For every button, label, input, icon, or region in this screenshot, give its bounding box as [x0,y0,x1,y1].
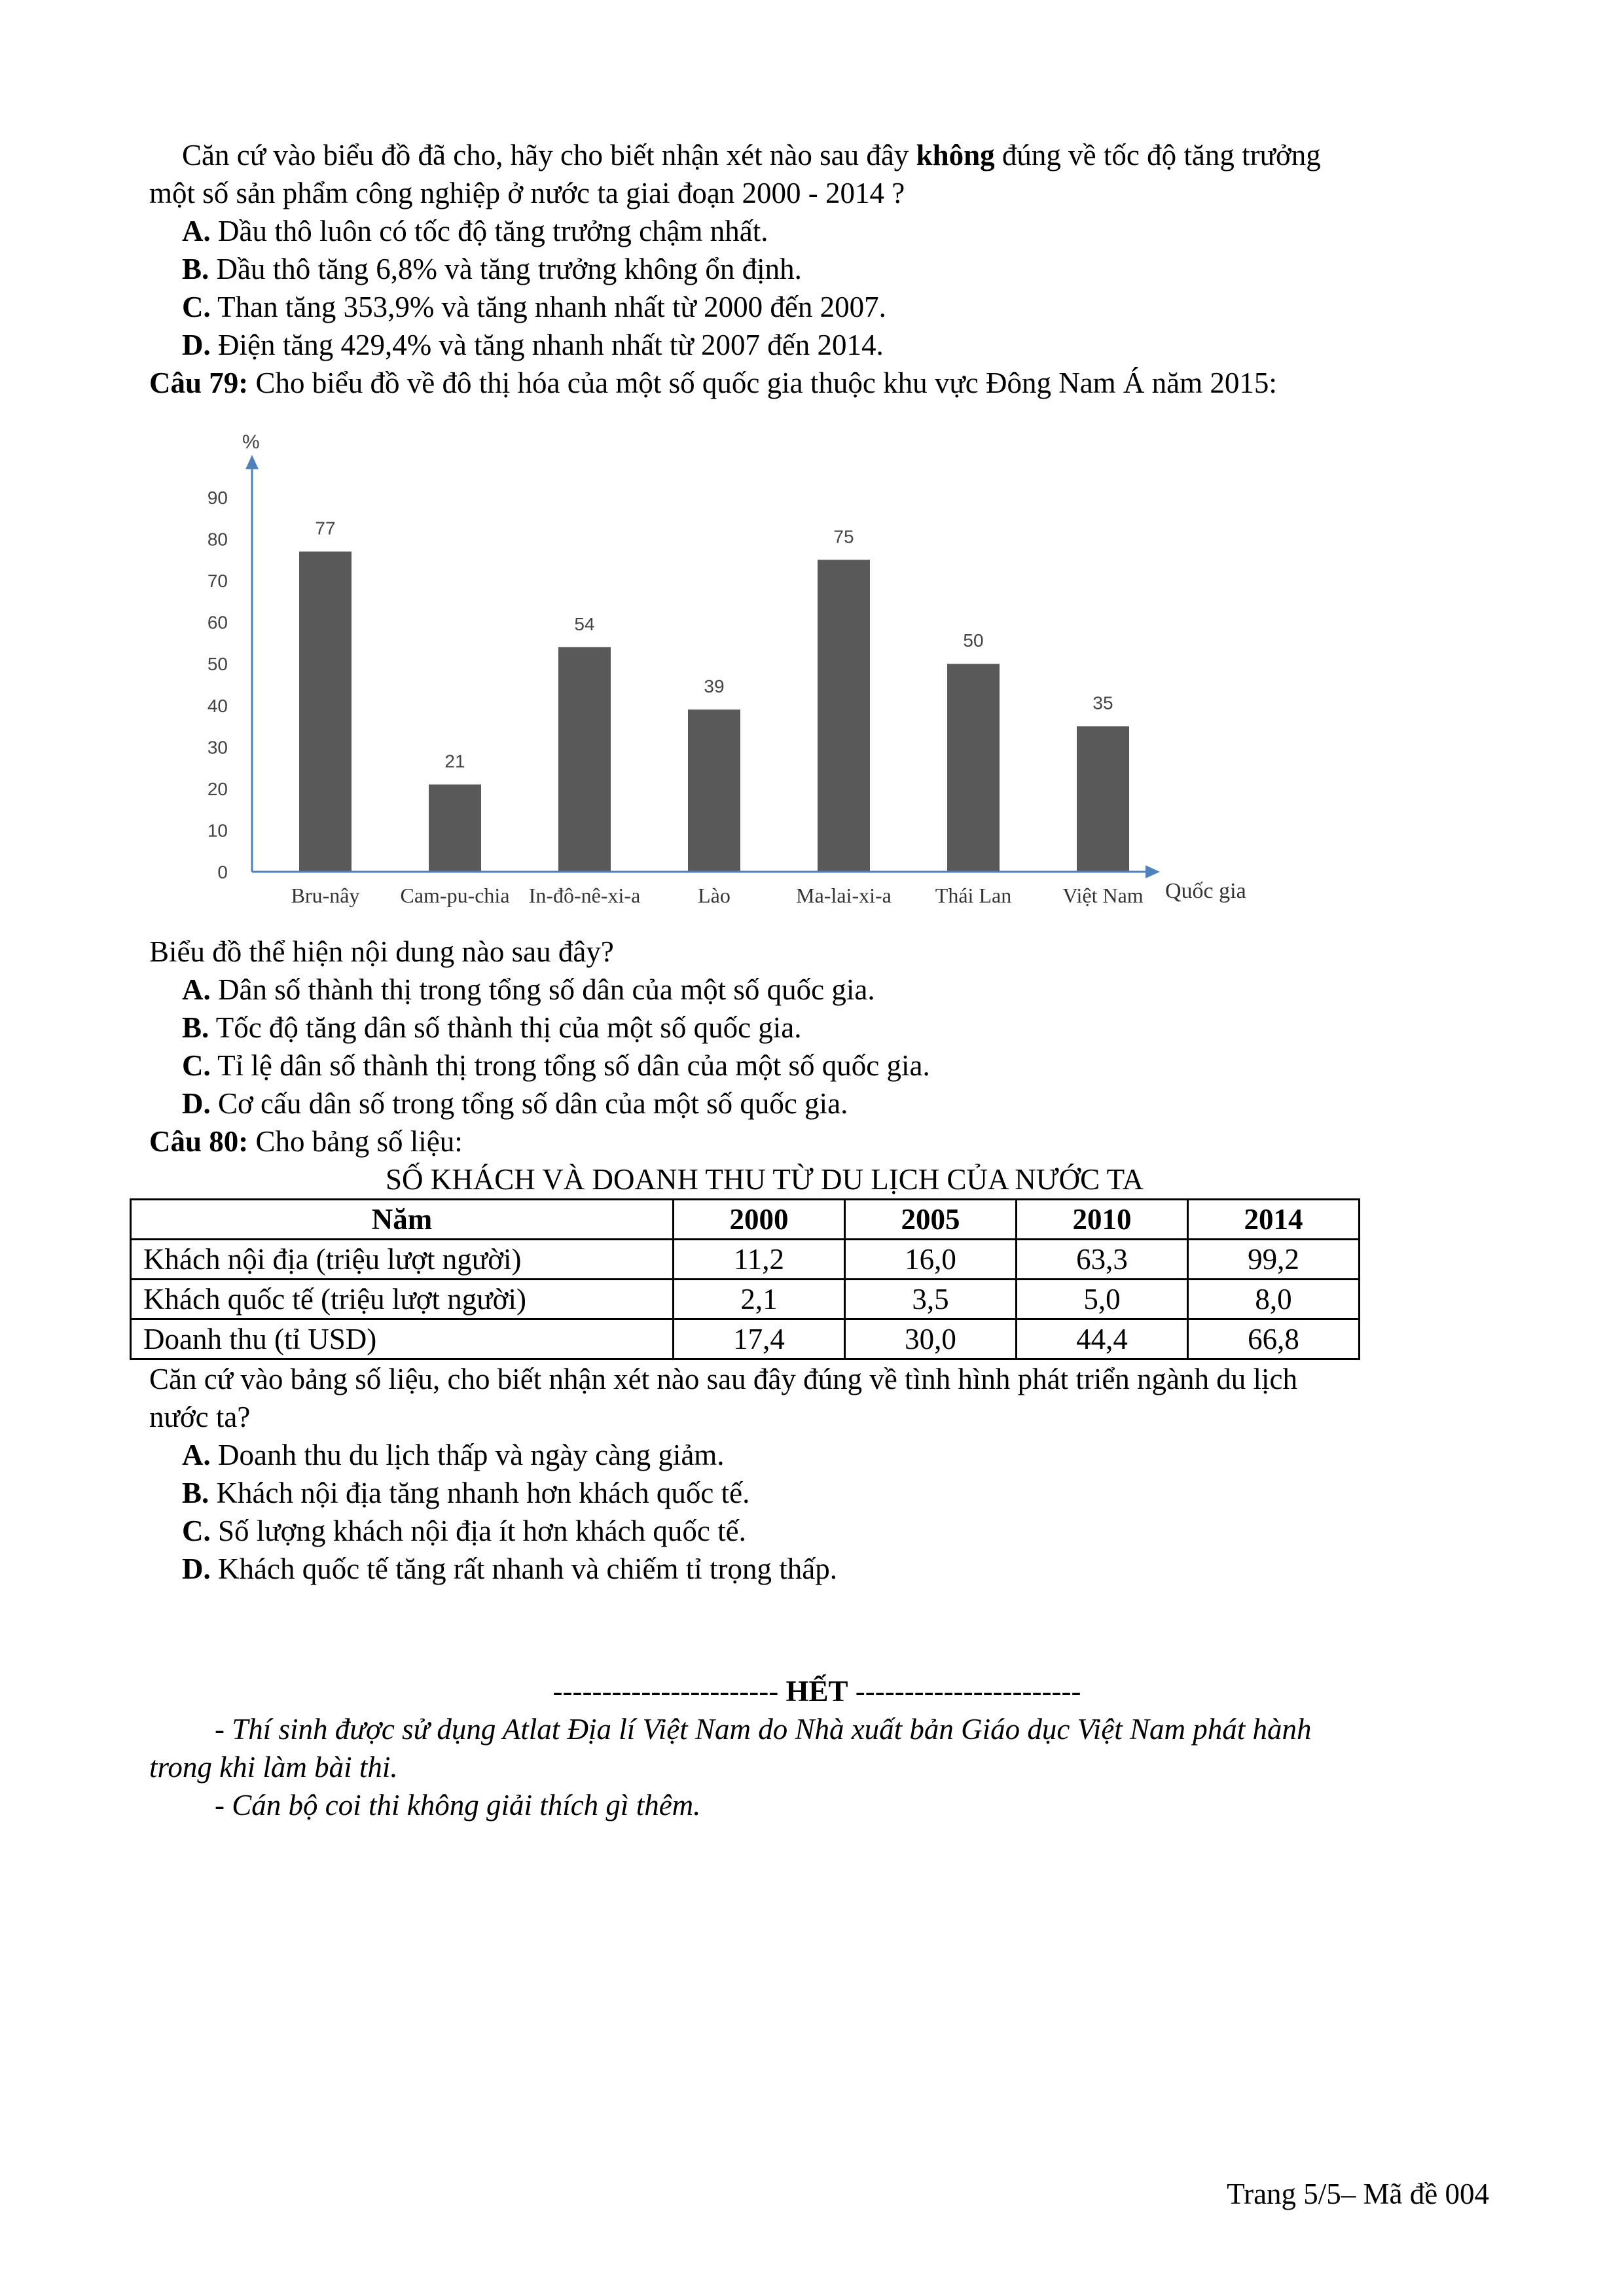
option-key: A. [182,1439,211,1471]
q79-option-b[interactable] [149,1009,1485,1047]
bar [947,664,1000,872]
table-header-cell: 2005 [845,1200,1017,1240]
x-category-label: Cam-pu-chia [400,884,510,907]
y-tick-label: 40 [207,695,228,716]
urbanization-bar-chart [149,429,1262,929]
note-1-line2: trong khi làm bài thi. [149,1751,398,1784]
q80-question-line2: nước ta? [149,1401,251,1433]
option-text: Khách quốc tế tăng rất nhanh và chiếm tỉ trọng thấp. [210,1552,837,1585]
table-cell: 11,2 [674,1240,845,1280]
note-2: - Cán bộ coi thi không giải thích gì thêm. [215,1789,701,1821]
x-category-label: Bru-nây [291,884,360,907]
data-label: 39 [704,676,725,697]
table-cell: 2,1 [674,1280,845,1319]
table-header-cell: 2014 [1188,1200,1360,1240]
y-axis-label: % [242,431,260,453]
table-cell: 99,2 [1188,1240,1360,1280]
q78-stem-part1: Căn cứ vào biểu đồ đã cho, hãy cho biết nhận xét nào sau đây [182,139,916,171]
option-text: Dầu thô tăng 6,8% và tăng trưởng không ổn định. [209,253,802,285]
table-cell: 63,3 [1017,1240,1188,1280]
end-marker [149,1672,1485,1710]
table-cell: 44,4 [1017,1319,1188,1359]
option-key: A. [182,973,211,1006]
q78-stem-part2: đúng về tốc độ tăng trưởng [994,139,1321,171]
table-cell: 3,5 [845,1280,1017,1319]
data-label: 77 [315,518,336,539]
bar [1077,726,1129,872]
q79-option-d[interactable] [149,1085,1485,1122]
q80-option-d[interactable] [149,1550,1485,1588]
dashes-right: ----------------------- [848,1675,1081,1708]
bar [299,552,352,872]
table-header-row [131,1200,1360,1240]
data-label: 21 [444,751,465,772]
table-cell: 5,0 [1017,1280,1188,1319]
table-cell: 17,4 [674,1319,845,1359]
y-tick-label: 80 [207,529,228,550]
option-key: C. [182,291,211,323]
y-tick-label: 20 [207,778,228,799]
data-label: 54 [574,613,595,634]
option-key: A. [182,215,211,247]
table-cell: 30,0 [845,1319,1017,1359]
table-cell: 8,0 [1188,1280,1360,1319]
q80-option-c[interactable] [149,1512,1485,1550]
x-category-label: Ma-lai-xi-a [796,884,892,907]
x-category-label: In-đô-nê-xi-a [528,884,641,907]
y-tick-label: 70 [207,571,228,592]
x-axis-label: Quốc gia [1165,879,1246,903]
bar [818,560,870,872]
option-text: Điện tăng 429,4% và tăng nhanh nhất từ 2007 đến 2014. [210,329,884,361]
y-axis-arrow [245,455,259,469]
option-text: Số lượng khách nội địa ít hơn khách quốc tế. [210,1515,746,1547]
option-key: D. [182,1552,211,1585]
y-tick-label: 50 [207,654,228,675]
q79-option-c[interactable] [149,1047,1485,1085]
data-label: 35 [1092,692,1113,713]
q78-option-b[interactable] [149,250,1485,288]
y-tick-label: 90 [207,488,228,508]
q80-label: Câu 80: [149,1125,249,1158]
option-text: Dân số thành thị trong tổng số dân của một số quốc gia. [210,973,875,1006]
data-label: 50 [963,630,984,651]
x-category-label: Thái Lan [935,884,1012,907]
q80-question-line1: Căn cứ vào bảng số liệu, cho biết nhận xét nào sau đây đúng về tình hình phát triển ngành du lịch [149,1363,1297,1395]
option-key: D. [182,1087,211,1120]
q78-option-d[interactable] [149,326,1485,364]
x-category-label: Việt Nam [1062,884,1144,907]
y-tick-label: 0 [217,862,228,882]
option-text: Cơ cấu dân số trong tổng số dân của một số quốc gia. [210,1087,848,1120]
q78-stem-bold: không [916,139,995,171]
q79-prompt: Cho biểu đồ về đô thị hóa của một số quốc gia thuộc khu vực Đông Nam Á năm 2015: [248,367,1277,399]
table-header-cell: 2000 [674,1200,845,1240]
question-79-80-block [143,933,1485,1588]
q78-option-a[interactable] [149,212,1485,250]
x-category-labels [291,884,1144,907]
page-number: Trang 5/5– Mã đề 004 [1227,2178,1489,2210]
x-axis-arrow [1146,865,1160,878]
bar [429,785,481,872]
tourism-table [130,1198,1360,1360]
option-text: Than tăng 353,9% và tăng nhanh nhất từ 2000 đến 2007. [210,291,886,323]
option-key: C. [182,1515,211,1547]
bar [558,647,611,872]
bar [688,709,740,872]
q79-question: Biểu đồ thể hiện nội dung nào sau đây? [149,935,614,968]
q80-option-a[interactable] [149,1436,1485,1474]
q78-stem-line2: một số sản phẩm công nghiệp ở nước ta giai đoạn 2000 - 2014 ? [149,177,905,209]
q80-option-b[interactable] [149,1474,1485,1512]
option-key: C. [182,1049,211,1082]
data-label: 75 [833,526,854,547]
table-header-cell: Năm [131,1200,674,1240]
exam-footer [149,1672,1485,1824]
x-category-label: Lào [698,884,731,907]
table-cell: 66,8 [1188,1319,1360,1359]
y-tick-labels [208,488,228,882]
note-1-line1: - Thí sinh được sử dụng Atlat Địa lí Việt Nam do Nhà xuất bản Giáo dục Việt Nam phát hành [215,1713,1312,1746]
question-78-block [149,136,1485,402]
table-cell: Khách quốc tế (triệu lượt người) [131,1280,674,1319]
q79-option-a[interactable] [149,971,1485,1009]
end-word: HẾT [785,1675,848,1708]
q80-header [149,1122,1485,1160]
option-key: B. [182,253,209,285]
q78-option-c[interactable] [149,288,1485,326]
q79-label: Câu 79: [149,367,249,399]
table-title: SỐ KHÁCH VÀ DOANH THU TỪ DU LỊCH CỦA NƯỚC TA [386,1163,1144,1196]
option-text: Dầu thô luôn có tốc độ tăng trưởng chậm nhất. [210,215,768,247]
option-text: Khách nội địa tăng nhanh hơn khách quốc tế. [209,1477,750,1509]
table-row [131,1280,1360,1319]
bars [299,552,1129,872]
q78-stem-line1 [149,136,1485,174]
option-text: Tốc độ tăng dân số thành thị của một số quốc gia. [209,1011,802,1044]
option-key: D. [182,329,211,361]
table-header-cell: 2010 [1017,1200,1188,1240]
table-cell: Khách nội địa (triệu lượt người) [131,1240,674,1280]
option-text: Tỉ lệ dân số thành thị trong tổng số dân của một số quốc gia. [210,1049,930,1082]
dashes-left: ----------------------- [552,1675,786,1708]
table-cell: 16,0 [845,1240,1017,1280]
q79-header [149,364,1485,402]
table-cell: Doanh thu (tỉ USD) [131,1319,674,1359]
table-row [131,1240,1360,1280]
chart-svg [149,429,1262,929]
option-key: B. [182,1011,209,1044]
y-tick-label: 10 [207,820,228,841]
y-tick-label: 30 [207,737,228,758]
y-tick-label: 60 [207,612,228,633]
q80-prompt: Cho bảng số liệu: [248,1125,463,1158]
option-text: Doanh thu du lịch thấp và ngày càng giảm. [210,1439,725,1471]
option-key: B. [182,1477,209,1509]
table-row [131,1319,1360,1359]
